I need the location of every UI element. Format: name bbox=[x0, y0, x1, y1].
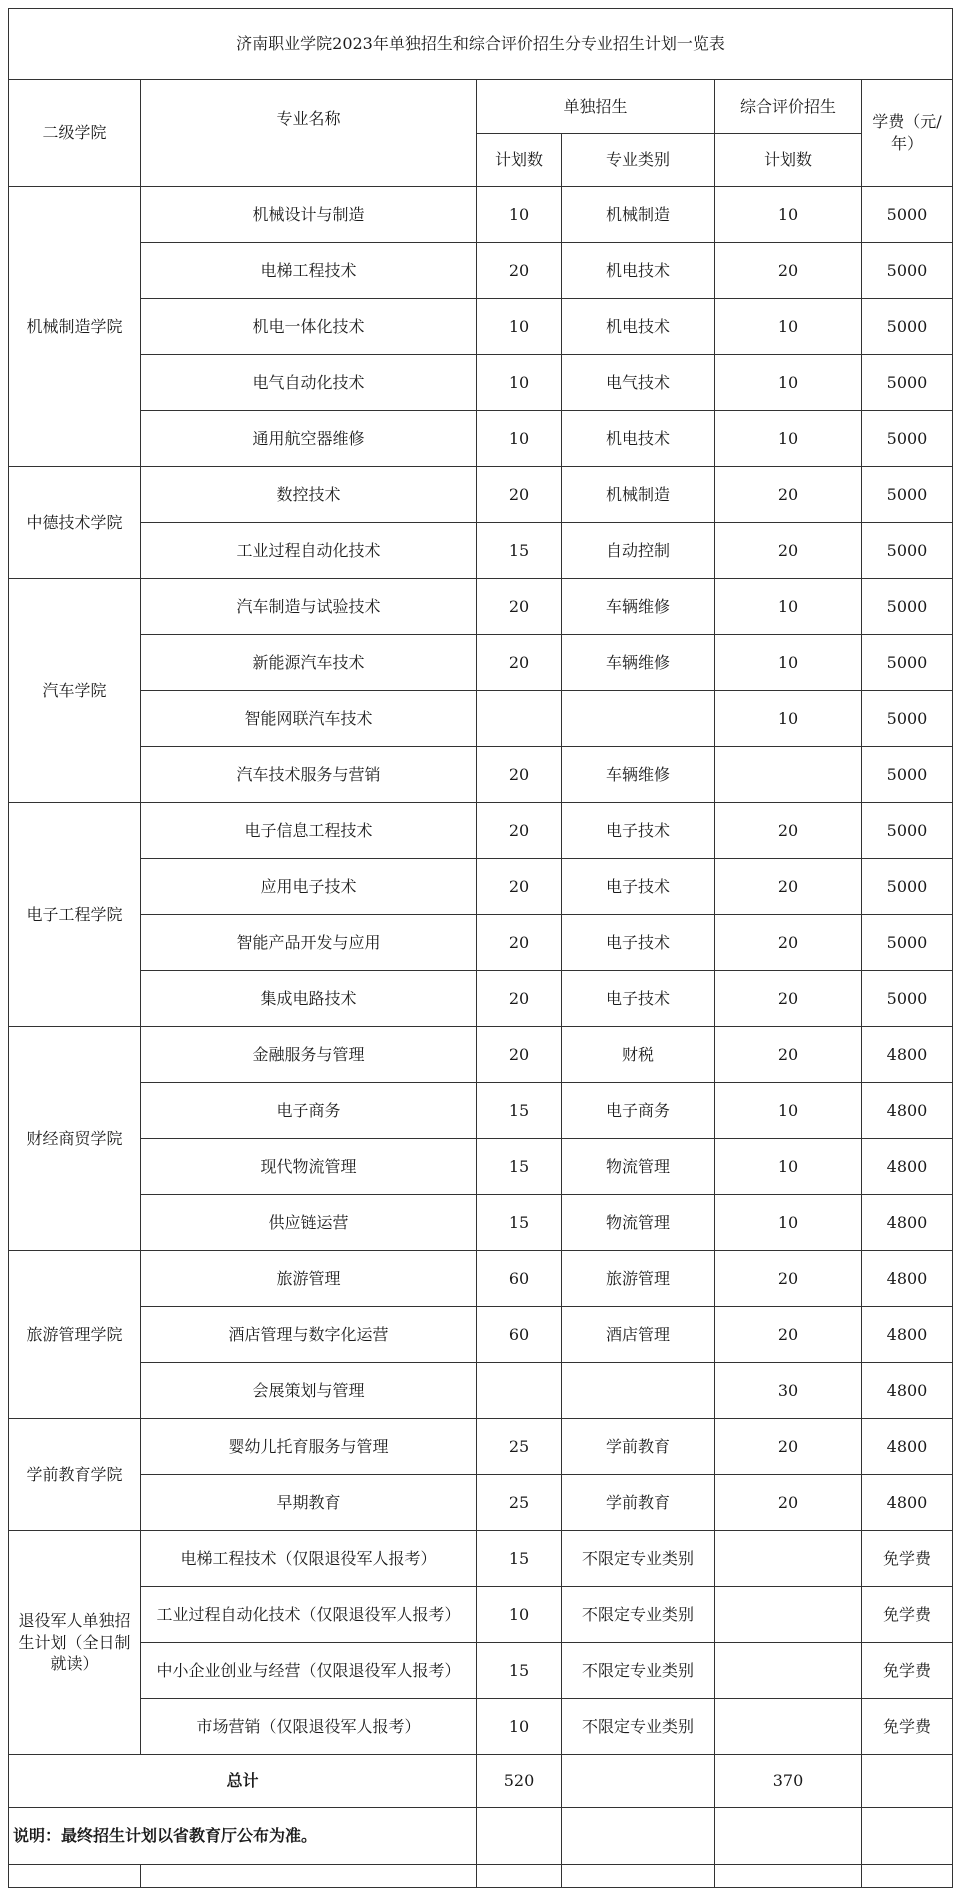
comp-plan-cell: 10 bbox=[715, 579, 862, 635]
empty-cell bbox=[9, 1865, 141, 1888]
single-plan-cell: 15 bbox=[477, 1643, 562, 1699]
fee-cell: 免学费 bbox=[862, 1699, 953, 1755]
fee-cell: 5000 bbox=[862, 355, 953, 411]
comp-plan-cell: 20 bbox=[715, 1475, 862, 1531]
fee-cell: 5000 bbox=[862, 187, 953, 243]
fee-cell: 免学费 bbox=[862, 1643, 953, 1699]
comp-plan-cell: 10 bbox=[715, 1195, 862, 1251]
category-cell: 机电技术 bbox=[562, 411, 715, 467]
header-college: 二级学院 bbox=[9, 80, 141, 187]
comp-plan-cell: 10 bbox=[715, 187, 862, 243]
empty-cell bbox=[862, 1865, 953, 1888]
category-cell: 机电技术 bbox=[562, 243, 715, 299]
category-cell: 自动控制 bbox=[562, 523, 715, 579]
table-row bbox=[9, 1307, 953, 1363]
major-cell: 机械设计与制造 bbox=[141, 187, 477, 243]
category-cell: 电子技术 bbox=[562, 803, 715, 859]
fee-cell: 免学费 bbox=[862, 1587, 953, 1643]
comp-plan-cell: 10 bbox=[715, 299, 862, 355]
note-text: 说明：最终招生计划以省教育厅公布为准。 bbox=[9, 1808, 477, 1865]
header-comprehensive-enrollment: 综合评价招生 bbox=[715, 80, 862, 134]
table-row bbox=[9, 1027, 953, 1083]
major-cell: 电梯工程技术 bbox=[141, 243, 477, 299]
total-label: 总计 bbox=[9, 1755, 477, 1808]
empty-cell bbox=[562, 1755, 715, 1808]
college-cell: 汽车学院 bbox=[9, 579, 141, 803]
category-cell: 机械制造 bbox=[562, 467, 715, 523]
empty-cell bbox=[562, 1808, 715, 1865]
comp-plan-cell: 20 bbox=[715, 523, 862, 579]
empty-cell bbox=[477, 1808, 562, 1865]
major-cell: 中小企业创业与经营（仅限退役军人报考） bbox=[141, 1643, 477, 1699]
major-cell: 旅游管理 bbox=[141, 1251, 477, 1307]
table-body bbox=[9, 9, 953, 1888]
table-row bbox=[9, 1699, 953, 1755]
major-cell: 现代物流管理 bbox=[141, 1139, 477, 1195]
category-cell: 机电技术 bbox=[562, 299, 715, 355]
table-row bbox=[9, 187, 953, 243]
table-row bbox=[9, 1363, 953, 1419]
comp-plan-cell: 20 bbox=[715, 1419, 862, 1475]
comp-plan-cell: 10 bbox=[715, 411, 862, 467]
total-single-plan: 520 bbox=[477, 1755, 562, 1808]
fee-cell: 5000 bbox=[862, 747, 953, 803]
major-cell: 智能产品开发与应用 bbox=[141, 915, 477, 971]
category-cell: 财税 bbox=[562, 1027, 715, 1083]
table-row bbox=[9, 1251, 953, 1307]
category-cell: 物流管理 bbox=[562, 1195, 715, 1251]
major-cell: 机电一体化技术 bbox=[141, 299, 477, 355]
header-plan-count: 计划数 bbox=[477, 134, 562, 187]
category-cell: 物流管理 bbox=[562, 1139, 715, 1195]
category-cell bbox=[562, 1363, 715, 1419]
empty-cell bbox=[715, 1865, 862, 1888]
single-plan-cell: 10 bbox=[477, 1699, 562, 1755]
comp-plan-cell: 30 bbox=[715, 1363, 862, 1419]
single-plan-cell: 10 bbox=[477, 411, 562, 467]
college-cell: 电子工程学院 bbox=[9, 803, 141, 1027]
fee-cell: 5000 bbox=[862, 411, 953, 467]
major-cell: 早期教育 bbox=[141, 1475, 477, 1531]
major-cell: 市场营销（仅限退役军人报考） bbox=[141, 1699, 477, 1755]
major-cell: 应用电子技术 bbox=[141, 859, 477, 915]
comp-plan-cell: 10 bbox=[715, 1139, 862, 1195]
table-row bbox=[9, 635, 953, 691]
comp-plan-cell: 20 bbox=[715, 1307, 862, 1363]
title-row bbox=[9, 9, 953, 80]
fee-cell: 5000 bbox=[862, 859, 953, 915]
category-cell bbox=[562, 691, 715, 747]
header-major: 专业名称 bbox=[141, 80, 477, 187]
note-row bbox=[9, 1808, 953, 1865]
table-row bbox=[9, 1419, 953, 1475]
table-row bbox=[9, 411, 953, 467]
comp-plan-cell: 20 bbox=[715, 915, 862, 971]
fee-cell: 5000 bbox=[862, 467, 953, 523]
category-cell: 学前教育 bbox=[562, 1475, 715, 1531]
comp-plan-cell: 20 bbox=[715, 803, 862, 859]
comp-plan-cell: 20 bbox=[715, 1251, 862, 1307]
category-cell: 不限定专业类别 bbox=[562, 1531, 715, 1587]
empty-cell bbox=[141, 1865, 477, 1888]
category-cell: 车辆维修 bbox=[562, 579, 715, 635]
comp-plan-cell: 20 bbox=[715, 243, 862, 299]
fee-cell: 4800 bbox=[862, 1139, 953, 1195]
major-cell: 金融服务与管理 bbox=[141, 1027, 477, 1083]
table-title: 济南职业学院2023年单独招生和综合评价招生分专业招生计划一览表 bbox=[9, 9, 953, 80]
comp-plan-cell: 10 bbox=[715, 1083, 862, 1139]
fee-cell: 4800 bbox=[862, 1307, 953, 1363]
category-cell: 电子商务 bbox=[562, 1083, 715, 1139]
fee-cell: 4800 bbox=[862, 1195, 953, 1251]
single-plan-cell: 60 bbox=[477, 1307, 562, 1363]
category-cell: 电子技术 bbox=[562, 859, 715, 915]
category-cell: 不限定专业类别 bbox=[562, 1643, 715, 1699]
fee-cell: 4800 bbox=[862, 1251, 953, 1307]
category-cell: 学前教育 bbox=[562, 1419, 715, 1475]
table-row bbox=[9, 859, 953, 915]
comp-plan-cell: 20 bbox=[715, 971, 862, 1027]
category-cell: 电子技术 bbox=[562, 915, 715, 971]
college-cell: 旅游管理学院 bbox=[9, 1251, 141, 1419]
category-cell: 旅游管理 bbox=[562, 1251, 715, 1307]
comp-plan-cell: 10 bbox=[715, 691, 862, 747]
total-row bbox=[9, 1755, 953, 1808]
total-comp-plan: 370 bbox=[715, 1755, 862, 1808]
table-row bbox=[9, 1139, 953, 1195]
fee-cell: 5000 bbox=[862, 915, 953, 971]
header-fee: 学费（元/年） bbox=[862, 80, 953, 187]
major-cell: 工业过程自动化技术（仅限退役军人报考） bbox=[141, 1587, 477, 1643]
single-plan-cell: 15 bbox=[477, 1083, 562, 1139]
single-plan-cell bbox=[477, 1363, 562, 1419]
comp-plan-cell bbox=[715, 1587, 862, 1643]
tail-row bbox=[9, 1865, 953, 1888]
category-cell: 车辆维修 bbox=[562, 635, 715, 691]
header-row-1 bbox=[9, 80, 953, 134]
table-row bbox=[9, 1475, 953, 1531]
table-row bbox=[9, 1587, 953, 1643]
fee-cell: 5000 bbox=[862, 523, 953, 579]
table-row bbox=[9, 971, 953, 1027]
fee-cell: 5000 bbox=[862, 803, 953, 859]
fee-cell: 4800 bbox=[862, 1083, 953, 1139]
header-comp-plan-count: 计划数 bbox=[715, 134, 862, 187]
header-category: 专业类别 bbox=[562, 134, 715, 187]
fee-cell: 5000 bbox=[862, 579, 953, 635]
major-cell: 会展策划与管理 bbox=[141, 1363, 477, 1419]
fee-cell: 4800 bbox=[862, 1027, 953, 1083]
category-cell: 机械制造 bbox=[562, 187, 715, 243]
single-plan-cell: 20 bbox=[477, 635, 562, 691]
major-cell: 电气自动化技术 bbox=[141, 355, 477, 411]
comp-plan-cell: 10 bbox=[715, 355, 862, 411]
table-row bbox=[9, 355, 953, 411]
single-plan-cell: 20 bbox=[477, 747, 562, 803]
single-plan-cell: 20 bbox=[477, 1027, 562, 1083]
single-plan-cell: 15 bbox=[477, 1195, 562, 1251]
major-cell: 供应链运营 bbox=[141, 1195, 477, 1251]
header-single-enrollment: 单独招生 bbox=[477, 80, 715, 134]
table-row bbox=[9, 691, 953, 747]
table-row bbox=[9, 299, 953, 355]
single-plan-cell: 20 bbox=[477, 803, 562, 859]
empty-cell bbox=[862, 1755, 953, 1808]
single-plan-cell: 25 bbox=[477, 1475, 562, 1531]
major-cell: 通用航空器维修 bbox=[141, 411, 477, 467]
empty-cell bbox=[562, 1865, 715, 1888]
single-plan-cell: 20 bbox=[477, 915, 562, 971]
fee-cell: 5000 bbox=[862, 243, 953, 299]
category-cell: 酒店管理 bbox=[562, 1307, 715, 1363]
major-cell: 婴幼儿托育服务与管理 bbox=[141, 1419, 477, 1475]
single-plan-cell bbox=[477, 691, 562, 747]
major-cell: 酒店管理与数字化运营 bbox=[141, 1307, 477, 1363]
table-row bbox=[9, 467, 953, 523]
single-plan-cell: 20 bbox=[477, 579, 562, 635]
single-plan-cell: 15 bbox=[477, 523, 562, 579]
table-row bbox=[9, 243, 953, 299]
single-plan-cell: 20 bbox=[477, 859, 562, 915]
comp-plan-cell bbox=[715, 1699, 862, 1755]
category-cell: 不限定专业类别 bbox=[562, 1587, 715, 1643]
table-row bbox=[9, 1083, 953, 1139]
single-plan-cell: 10 bbox=[477, 355, 562, 411]
single-plan-cell: 10 bbox=[477, 299, 562, 355]
major-cell: 智能网联汽车技术 bbox=[141, 691, 477, 747]
major-cell: 集成电路技术 bbox=[141, 971, 477, 1027]
single-plan-cell: 60 bbox=[477, 1251, 562, 1307]
table-row bbox=[9, 747, 953, 803]
major-cell: 新能源汽车技术 bbox=[141, 635, 477, 691]
major-cell: 电子信息工程技术 bbox=[141, 803, 477, 859]
empty-cell bbox=[477, 1865, 562, 1888]
comp-plan-cell bbox=[715, 747, 862, 803]
category-cell: 电气技术 bbox=[562, 355, 715, 411]
comp-plan-cell: 20 bbox=[715, 467, 862, 523]
category-cell: 车辆维修 bbox=[562, 747, 715, 803]
table-row bbox=[9, 1531, 953, 1587]
table-row bbox=[9, 803, 953, 859]
comp-plan-cell bbox=[715, 1643, 862, 1699]
major-cell: 电子商务 bbox=[141, 1083, 477, 1139]
single-plan-cell: 20 bbox=[477, 467, 562, 523]
college-cell: 中德技术学院 bbox=[9, 467, 141, 579]
table-row bbox=[9, 1643, 953, 1699]
enrollment-plan-table bbox=[8, 8, 953, 1888]
empty-cell bbox=[862, 1808, 953, 1865]
fee-cell: 5000 bbox=[862, 299, 953, 355]
major-cell: 工业过程自动化技术 bbox=[141, 523, 477, 579]
fee-cell: 4800 bbox=[862, 1475, 953, 1531]
category-cell: 电子技术 bbox=[562, 971, 715, 1027]
table-row bbox=[9, 915, 953, 971]
major-cell: 汽车制造与试验技术 bbox=[141, 579, 477, 635]
fee-cell: 5000 bbox=[862, 635, 953, 691]
document-page bbox=[8, 8, 952, 1896]
comp-plan-cell: 10 bbox=[715, 635, 862, 691]
single-plan-cell: 15 bbox=[477, 1531, 562, 1587]
table-row bbox=[9, 579, 953, 635]
college-cell: 机械制造学院 bbox=[9, 187, 141, 467]
category-cell: 不限定专业类别 bbox=[562, 1699, 715, 1755]
single-plan-cell: 20 bbox=[477, 243, 562, 299]
college-cell: 退役军人单独招生计划（全日制就读） bbox=[9, 1531, 141, 1755]
fee-cell: 5000 bbox=[862, 971, 953, 1027]
major-cell: 数控技术 bbox=[141, 467, 477, 523]
college-cell: 财经商贸学院 bbox=[9, 1027, 141, 1251]
college-cell: 学前教育学院 bbox=[9, 1419, 141, 1531]
fee-cell: 4800 bbox=[862, 1363, 953, 1419]
major-cell: 电梯工程技术（仅限退役军人报考） bbox=[141, 1531, 477, 1587]
fee-cell: 免学费 bbox=[862, 1531, 953, 1587]
single-plan-cell: 15 bbox=[477, 1139, 562, 1195]
fee-cell: 5000 bbox=[862, 691, 953, 747]
single-plan-cell: 10 bbox=[477, 1587, 562, 1643]
major-cell: 汽车技术服务与营销 bbox=[141, 747, 477, 803]
table-row bbox=[9, 523, 953, 579]
empty-cell bbox=[715, 1808, 862, 1865]
single-plan-cell: 25 bbox=[477, 1419, 562, 1475]
table-row bbox=[9, 1195, 953, 1251]
comp-plan-cell: 20 bbox=[715, 859, 862, 915]
comp-plan-cell: 20 bbox=[715, 1027, 862, 1083]
single-plan-cell: 20 bbox=[477, 971, 562, 1027]
single-plan-cell: 10 bbox=[477, 187, 562, 243]
comp-plan-cell bbox=[715, 1531, 862, 1587]
fee-cell: 4800 bbox=[862, 1419, 953, 1475]
